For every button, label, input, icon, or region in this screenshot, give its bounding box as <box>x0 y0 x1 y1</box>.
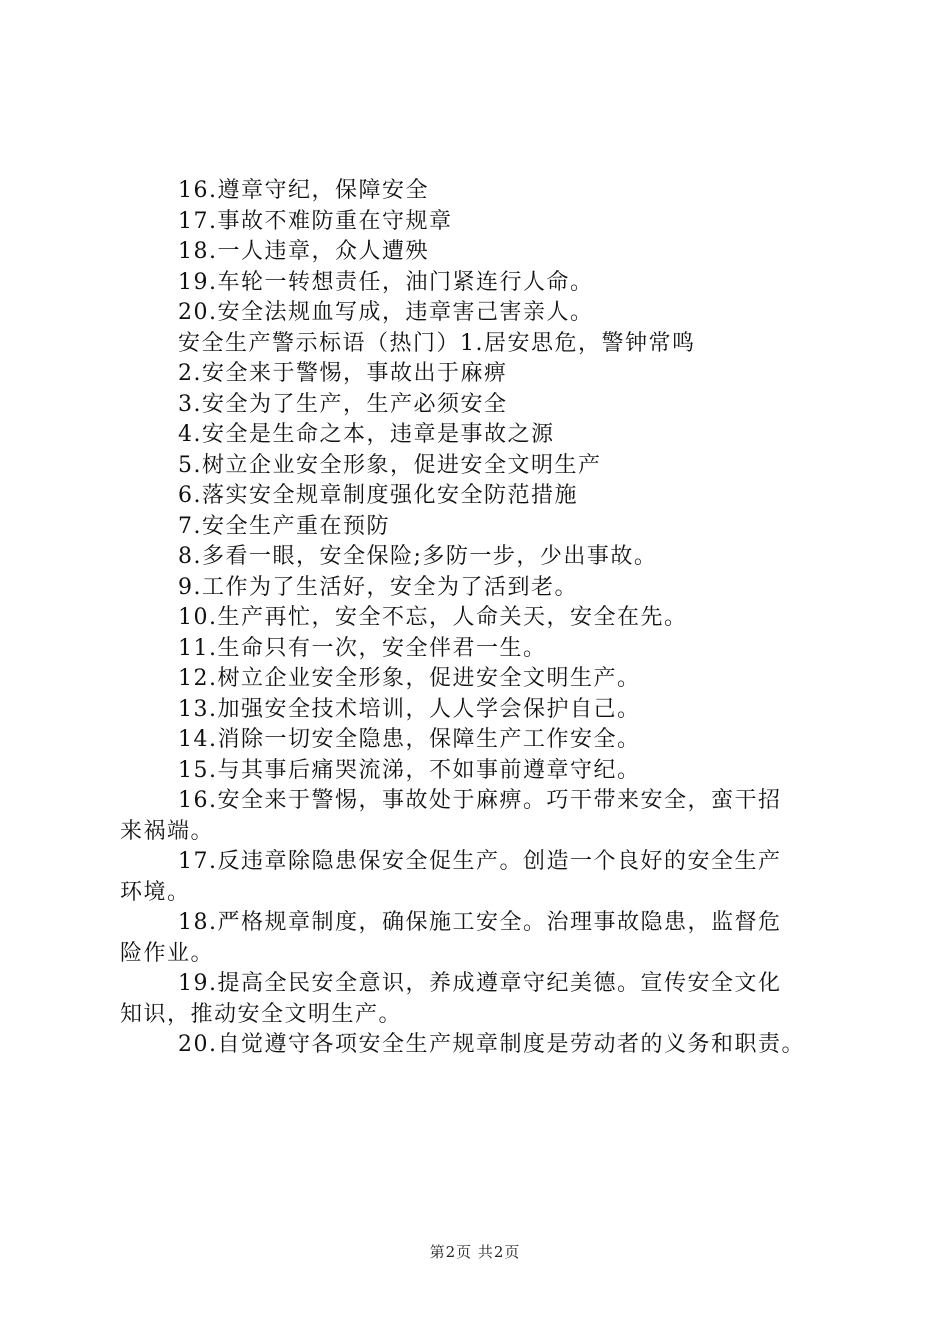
text-line: 7.安全生产重在预防 <box>178 513 390 539</box>
text-line: 2.安全来于警惕，事故出于麻痹 <box>178 361 508 386</box>
text-line: 6.落实安全规章制度强化安全防范措施 <box>178 483 578 508</box>
text-line: 17.事故不难防重在守规章 <box>178 208 453 234</box>
text-line: 11.生命只有一次，安全伴君一生。 <box>178 635 547 661</box>
text-line: 4.安全是生命之本，违章是事故之源 <box>178 422 555 447</box>
text-line: 20.自觉遵守各项安全生产规章制度是劳动者的义务和职责。 <box>178 1032 805 1057</box>
text-line-continuation: 环境。 <box>120 879 191 905</box>
text-line: 20.安全法规血写成，违章害己害亲人。 <box>178 300 594 325</box>
text-line: 18.严格规章制度，确保施工安全。治理事故隐患，监督危 <box>178 910 782 935</box>
text-line: 9.工作为了生活好，安全为了活到老。 <box>178 574 578 600</box>
text-line-continuation: 来祸端。 <box>120 818 215 844</box>
text-line: 3.安全为了生产，生产必须安全 <box>178 391 508 417</box>
text-line: 8.多看一眼，安全保险;多防一步，少出事故。 <box>178 544 658 569</box>
text-line: 14.消除一切安全隐患，保障生产工作安全。 <box>178 727 641 752</box>
text-line: 19.提高全民安全意识，养成遵章守纪美德。宣传安全文化 <box>178 971 782 996</box>
text-line: 17.反违章除隐患保安全促生产。创造一个良好的安全生产 <box>178 849 782 874</box>
text-line: 10.生产再忙，安全不忘，人命关天，安全在先。 <box>178 605 688 630</box>
text-line: 16.遵章守纪，保障安全 <box>178 178 429 203</box>
text-line: 13.加强安全技术培训，人人学会保护自己。 <box>178 696 641 722</box>
text-line: 18.一人违章，众人遭殃 <box>178 239 429 264</box>
text-line-continuation: 险作业。 <box>120 940 215 966</box>
text-line: 19.车轮一转想责任，油门紧连行人命。 <box>178 269 594 295</box>
text-line: 5.树立企业安全形象，促进安全文明生产 <box>178 452 602 478</box>
section-heading-line: 安全生产警示标语（热门）1.居安思危，警钟常鸣 <box>178 330 696 356</box>
text-line-continuation: 知识，推动安全文明生产。 <box>120 1001 403 1027</box>
page-number-footer: 第2页 共2页 <box>429 1243 521 1261</box>
text-line: 15.与其事后痛哭流涕，不如事前遵章守纪。 <box>178 757 641 783</box>
document-body <box>120 176 840 1061</box>
text-line: 16.安全来于警惕，事故处于麻痹。巧干带来安全，蛮干招 <box>178 788 782 813</box>
text-line: 12.树立企业安全形象，促进安全文明生产。 <box>178 666 641 691</box>
